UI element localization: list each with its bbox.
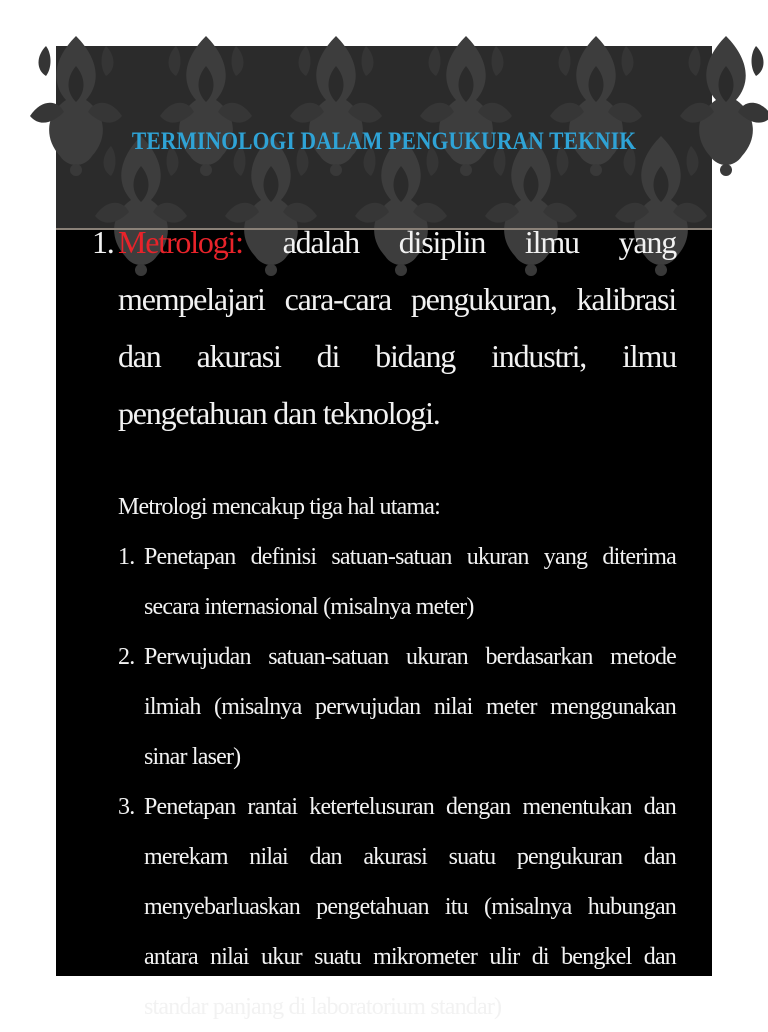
slide-title: TERMINOLOGI DALAM PENGUKURAN TEKNIK: [131, 128, 637, 155]
points-list: [118, 532, 676, 1032]
damask-banner: [56, 46, 712, 228]
list-item-number: 3.: [118, 794, 135, 820]
definition-term: Metrologi:: [118, 224, 243, 260]
definition-body: [118, 214, 676, 442]
list-item-text: Penetapan rantai ketertelusuran dengan menentukan dan merekam nilai dan akurasi suatu pengukuran dan menyebarluaskan pengetahuan itu (misalnya hubungan antara nilai ukur suatu mikrometer ulir di bengkel dan standar panjang di laboratorium standar): [144, 794, 676, 1020]
list-item-text: Perwujudan satuan-satuan ukuran berdasarkan metode ilmiah (misalnya perwujudan nilai meter menggunakan sinar laser): [144, 644, 676, 770]
list-item: [118, 532, 676, 632]
presentation-slide: [56, 46, 712, 1020]
list-item-text: Penetapan definisi satuan-satuan ukuran yang diterima secara internasional (misalnya meter): [144, 544, 676, 620]
slide-content: [92, 214, 676, 1032]
definition-number: 1.: [92, 224, 114, 260]
list-item: [118, 632, 676, 782]
intro-text: Metrologi mencakup tiga hal utama:: [118, 494, 441, 520]
definition-text: adalah disiplin ilmu yang mempelajari cara-cara pengukuran, kalibrasi dan akurasi di bidang industri, ilmu pengetahuan dan teknologi.: [118, 224, 676, 431]
list-item: [118, 782, 676, 1032]
list-item-number: 1.: [118, 544, 135, 570]
list-item-number: 2.: [118, 644, 135, 670]
definition-item: [92, 214, 676, 442]
